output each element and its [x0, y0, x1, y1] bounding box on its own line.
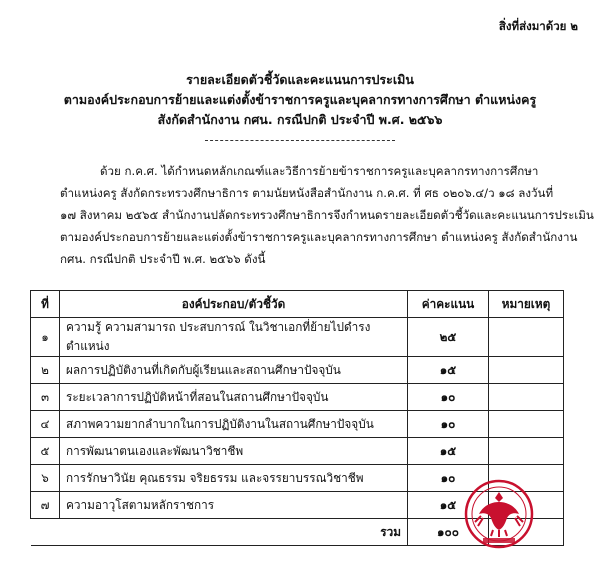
document-subtitle-2: สังกัดสำนักงาน กศน. กรณีปกติ ประจำปี พ.ศ. ๒๕๖๖ [157, 112, 443, 127]
row-score: ๑๐ [408, 465, 489, 492]
row-score: ๒๕ [408, 318, 489, 357]
row-score: ๑๕ [408, 357, 489, 384]
row-score: ๑๐ [408, 411, 489, 438]
row-no: ๓ [31, 384, 60, 411]
row-item: ความอาวุโสตามหลักราชการ [60, 492, 408, 519]
row-item: การพัฒนาตนเองและพัฒนาวิชาชีพ [60, 438, 408, 465]
table-row [31, 357, 564, 384]
row-note [489, 318, 564, 357]
table-row [31, 318, 564, 357]
header-score: ค่าคะแนน [408, 291, 489, 318]
row-no: ๒ [31, 357, 60, 384]
row-item: สภาพความยากลำบากในการปฏิบัติงานในสถานศึกษาปัจจุบัน [60, 411, 408, 438]
paragraph-line: ตามองค์ประกอบการย้ายและแต่งตั้งข้าราชการครูและบุคลากรทางการศึกษา ตำแหน่งครู สังกัดสำนักงาน [60, 230, 578, 244]
document-title: รายละเอียดตัวชี้วัดและคะแนนการประเมิน [186, 72, 414, 87]
row-score: ๑๕ [408, 492, 489, 519]
paragraph-line: ด้วย ก.ค.ศ. ได้กำหนดหลักเกณฑ์และวิธีการย้ายข้าราชการครูและบุคลากรทางการศึกษา [100, 164, 539, 178]
row-note [489, 438, 564, 465]
header-note: หมายเหตุ [489, 291, 564, 318]
row-note [489, 411, 564, 438]
table-row [31, 411, 564, 438]
table-header-row [31, 291, 564, 318]
row-item: การรักษาวินัย คุณธรรม จริยธรรม และจรรยาบรรณวิชาชีพ [60, 465, 408, 492]
row-no: ๖ [31, 465, 60, 492]
row-item: ผลการปฏิบัติงานที่เกิดกับผู้เรียนและสถานศึกษาปัจจุบัน [60, 357, 408, 384]
dashed-divider [205, 140, 395, 141]
total-score: ๑๐๐ [408, 519, 489, 546]
table-row [31, 384, 564, 411]
header-item: องค์ประกอบ/ตัวชี้วัด [60, 291, 408, 318]
attachment-label: สิ่งที่ส่งมาด้วย ๒ [498, 19, 578, 33]
row-note [489, 384, 564, 411]
row-no: ๔ [31, 411, 60, 438]
paragraph-line: ๑๗ สิงหาคม ๒๕๖๕ สำนักงานปลัดกระทรวงศึกษาธิการจึงกำหนดรายละเอียดตัวชี้วัดและคะแนนการประเมิน [60, 208, 594, 222]
paragraph-line: กศน. กรณีปกติ ประจำปี พ.ศ. ๒๕๖๖ ดังนี้ [60, 252, 266, 266]
row-score: ๑๕ [408, 438, 489, 465]
total-label: รวม [31, 519, 408, 546]
garuda-seal-icon [463, 478, 535, 550]
row-score: ๑๐ [408, 384, 489, 411]
header-no: ที่ [31, 291, 60, 318]
table-row [31, 438, 564, 465]
row-item: ระยะเวลาการปฏิบัติหน้าที่สอนในสถานศึกษาปัจจุบัน [60, 384, 408, 411]
row-no: ๑ [31, 318, 60, 357]
paragraph-line: ตำแหน่งครู สังกัดกระทรวงศึกษาธิการ ตามนัยหนังสือสำนักงาน ก.ค.ศ. ที่ ศธ ๐๒๐๖.๔/ว ๑๘ ลงวันที่ [60, 186, 554, 200]
row-no: ๕ [31, 438, 60, 465]
row-no: ๗ [31, 492, 60, 519]
row-item: ความรู้ ความสามารถ ประสบการณ์ ในวิชาเอกที่ย้ายไปดำรงตำแหน่ง [60, 318, 408, 357]
document-subtitle: ตามองค์ประกอบการย้ายและแต่งตั้งข้าราชการครูและบุคลากรทางการศึกษา ตำแหน่งครู [63, 92, 537, 107]
row-note [489, 357, 564, 384]
